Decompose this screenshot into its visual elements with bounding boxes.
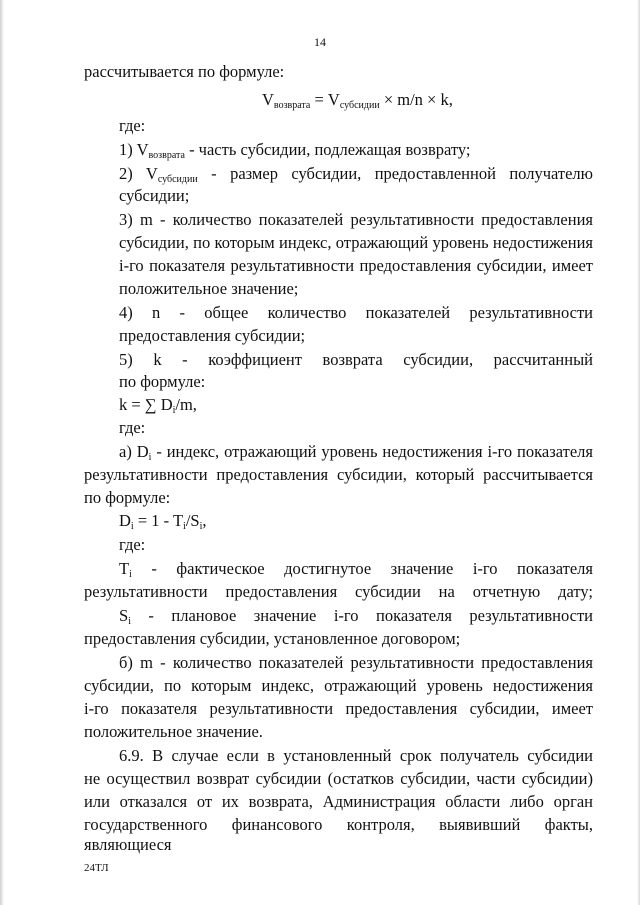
- text-line: предоставления субсидии, установленное договором;: [84, 629, 461, 648]
- text-line: $T_i$ - фактическое достигнутое значение i-го показателя: [119, 559, 593, 580]
- text-line: государственного финансового контроля, выявивший факты, являющиеся: [84, 815, 593, 854]
- text-line: где:: [119, 116, 146, 135]
- text-line: рассчитывается по формуле:: [84, 62, 285, 81]
- text-line: не осуществил возврат субсидии (остатков субсидии, части субсидии): [84, 769, 593, 788]
- text-line: результативности предоставления субсидии, который рассчитывается: [84, 465, 593, 484]
- subscript: возврата: [273, 100, 311, 111]
- text-line: б) m - количество показателей результативности предоставления: [119, 653, 593, 672]
- text-line: или отказался от их возврата, Администрация области либо орган: [84, 792, 593, 811]
- text-line: 6.9. В случае если в установленный срок получатель субсидии: [119, 746, 593, 765]
- text-line: k = ∑ $D_i/m$,: [119, 395, 197, 416]
- text-line: 5) k - коэффициент возврата субсидии, рассчитанный: [119, 350, 593, 369]
- subscript: i: [128, 616, 131, 627]
- text-line: 2) $V_{субсидии}$ - размер субсидии, предоставленной получателю: [119, 164, 593, 185]
- text-line: $D_i = 1 - T_i/S_i$,: [119, 511, 207, 532]
- text-line: предоставления субсидии;: [119, 326, 306, 345]
- text-line: 4) n - общее количество показателей результативности: [119, 303, 593, 322]
- subscript: i: [172, 405, 176, 416]
- subscript: i: [183, 521, 186, 532]
- text-line: по формуле:: [84, 488, 171, 507]
- text-line: по формуле:: [119, 372, 206, 391]
- document-code: 24ТЛ: [84, 862, 109, 874]
- text-line: i-го показателя результативности предоставления субсидии, имеет: [119, 256, 593, 275]
- subscript: субсидии: [157, 174, 198, 185]
- subscript: возврата: [148, 150, 185, 161]
- text-line: $S_i$ - плановое значение i-го показателя результативности: [119, 606, 593, 627]
- subscript: i: [129, 569, 132, 580]
- text-line: 3) m - количество показателей результативности предоставления: [119, 210, 593, 229]
- text-line: где:: [119, 535, 146, 554]
- text-line: положительное значение.: [84, 722, 263, 741]
- subscript: i: [130, 521, 134, 532]
- text-line: а) $D_i$ - индекс, отражающий уровень недостижения i-го показателя: [119, 442, 593, 463]
- text-line: субсидии, по которым индекс, отражающий уровень недостижения: [84, 676, 593, 695]
- subscript: i: [199, 521, 203, 532]
- page-number: 14: [314, 35, 326, 49]
- scan-left-edge: [0, 0, 4, 905]
- subscript: i: [148, 452, 152, 463]
- text-line: $V_{возврата} = V_{субсидии} \times m/n \times k$,: [262, 90, 453, 111]
- text-line: i-го показателя результативности предоставления субсидии, имеет: [84, 699, 593, 718]
- text-line: 1) $V_{возврата}$ - часть субсидии, подлежащая возврату;: [119, 140, 471, 161]
- text-line: субсидии, по которым индекс, отражающий уровень недостижения: [119, 233, 593, 252]
- text-line: субсидии;: [119, 186, 190, 205]
- text-line: результативности предоставления субсидии на отчетную дату;: [84, 582, 593, 601]
- text-line: положительное значение;: [119, 279, 299, 298]
- text-line: где:: [119, 418, 146, 437]
- subscript: субсидии: [339, 100, 380, 111]
